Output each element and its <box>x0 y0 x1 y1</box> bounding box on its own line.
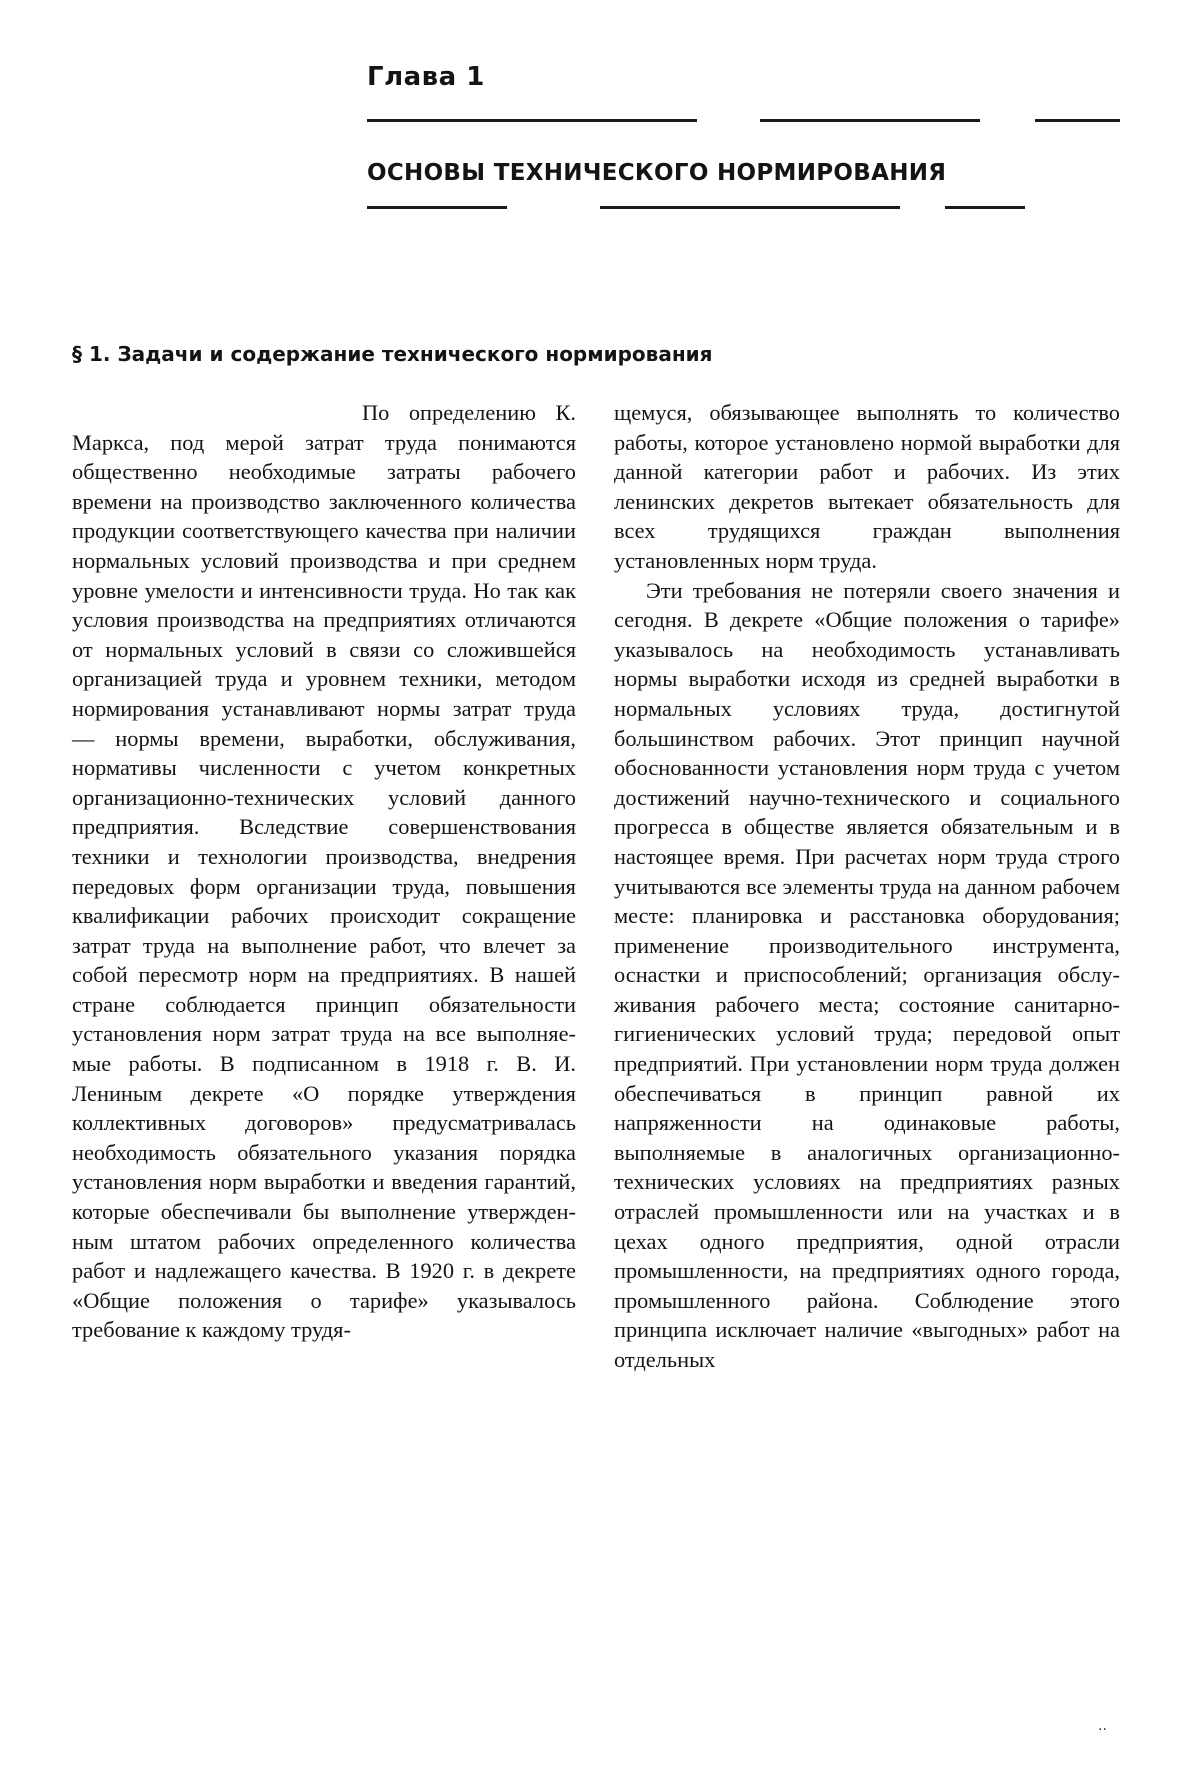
top-rule-right <box>1035 119 1120 122</box>
section-heading: § 1. Задачи и содержание технического нормирования <box>72 342 713 366</box>
bottom-rule-right <box>945 206 1025 209</box>
top-rule-middle <box>760 119 980 122</box>
chapter-label: Глава 1 <box>367 62 485 92</box>
top-rule-left <box>367 119 697 122</box>
chapter-title: ОСНОВЫ ТЕХНИЧЕСКОГО НОРМИРОВАНИЯ <box>367 160 946 186</box>
bottom-rule-left <box>367 206 507 209</box>
paragraph: По определению К. Маркса, под мерой затрат труда понимаются общественно необходи­мые затраты рабочего времени на производство заключенного коли­чества продукции соответствующего качества при наличии нормальных условий производства и при среднем уровне умелости и интенсивности труда. Но так как условия производ­ства на предприятиях отличаются от нормальных условий в связи со сло­жившейся организацией труда и уровнем техники, методом нормиро­вания устанавливают нормы затрат труда — нормы времени, выработки, обслуживания, нормативы числен­ности с учетом конкретных организа­ционно-технических условий данного предприятия. Вследствие совершен­ствования техники и технологии про­изводства, внедрения передовых форм организации труда, повышения квалификации рабочих происходит сокращение затрат труда на выпол­нение работ, что влечет за собой пересмотр норм на предприятиях. В нашей стране соблюдается прин­цип обязательности установления норм затрат труда на все выполняе­мые работы. В подписанном в 1918 г. В. И. Лениным декрете «О порядке утверждения коллективных догово­ров» предусматривалась необходи­мость обязательного указания поряд­ка установления норм выработки и введения гарантий, которые обеспе­чивали бы выполнение утвержден­ным штатом рабочих определенного количества работ и надлежащего качества. В 1920 г. в декрете «Общие положения о тарифе» указы­валось требование к каждому трудя- <box>72 398 576 1345</box>
text-column-right <box>614 398 1120 1375</box>
text-column-left <box>72 398 576 1345</box>
paragraph-continued: щемуся, обязывающее выполнять то количество работы, которое установ­лено нормой выработки для данной категории работ и рабочих. Из этих ленинских декретов вытекает обяза­тельность для всех трудящихся граж­дан выполнения установленных норм труда. <box>614 398 1120 576</box>
page-corner-mark: ·· <box>1098 1722 1107 1738</box>
paragraph: Эти требования не потеряли своего значения и сегодня. В декрете «Об­щие положения о тарифе» указыва­лось на необходимость устанавли­вать нормы выработки исходя из сред­ней выработки в нормальных условиях труда, достигнутой большинством ра­бочих. Этот принцип научной обосно­ванности установления норм труда с учетом достижений научно-техни­ческого и социального прогресса в обществе является обязательным и в настоящее время. При расчетах норм труда строго учитываются все элементы труда на данном рабочем месте: планировка и расстановка оборудования; применение производи­тельного инструмента, оснастки и приспособлений; организация обслу­живания рабочего места; состояние санитарно-гигиенических условий труда; передовой опыт предприятий. При установлении норм труда дол­жен обеспечиваться в принцип рав­ной их напряженности на одинако­вые работы, выполняемые в анало­гичных организационно-технических условиях на предприятиях разных отраслей промышленности или на участках и в цехах одного предприя­тия, одной отрасли промышленности, на предприятиях одного города, про­мышленного района. Соблюдение этого принципа исключает наличие «выгодных» работ на отдельных <box>614 576 1120 1375</box>
bottom-rule-middle <box>600 206 900 209</box>
